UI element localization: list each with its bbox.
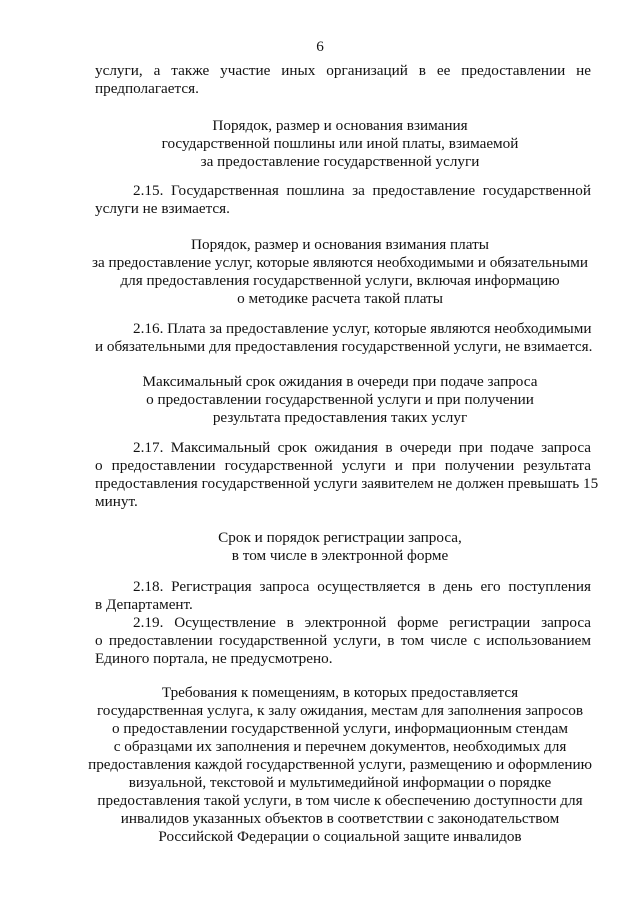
paragraph-line: услуги не взимается. — [95, 200, 230, 217]
paragraph-line: минут. — [95, 493, 138, 510]
heading-line: с образцами их заполнения и перечнем документов, необходимых для — [113, 738, 567, 755]
heading-line: Требования к помещениям, в которых предоставляется — [161, 684, 519, 701]
heading-line: инвалидов указанных объектов в соответствии с законодательством — [120, 810, 560, 827]
paragraph-line: 2.15. Государственная пошлина за предоставление государственной — [133, 182, 591, 199]
paragraph-line: Единого портала, не предусмотрено. — [95, 650, 333, 667]
heading-line: в том числе в электронной форме — [231, 547, 449, 564]
heading-line: Порядок, размер и основания взимания платы — [191, 236, 489, 253]
paragraph-line: предполагается. — [95, 80, 199, 97]
heading-line: государственной пошлины или иной платы, взимаемой — [161, 135, 519, 152]
page-number: 6 — [316, 38, 324, 55]
heading-line: за предоставление услуг, которые являются необходимыми и обязательными — [91, 254, 589, 271]
paragraph-line: о предоставлении государственной услуги и при получении результата — [95, 457, 591, 474]
paragraph-line: услуги, а также участие иных организаций в ее предоставлении не — [95, 62, 591, 79]
paragraph-line: 2.16. Плата за предоставление услуг, которые являются необходимыми — [133, 320, 592, 337]
paragraph-line: 2.17. Максимальный срок ожидания в очереди при подаче запроса — [133, 439, 591, 456]
heading-line: предоставления каждой государственной услуги, размещению и оформлению — [88, 756, 592, 773]
heading-line: визуальной, текстовой и мультимедийной информации о порядке — [128, 774, 552, 791]
heading-line: о предоставлении государственной услуги, информационным стендам — [112, 720, 568, 737]
heading-line: Срок и порядок регистрации запроса, — [218, 529, 462, 546]
heading-line: о методике расчета такой платы — [237, 290, 443, 307]
paragraph-line: 2.18. Регистрация запроса осуществляется в день его поступления — [133, 578, 591, 595]
heading-line: за предоставление государственной услуги — [200, 153, 480, 170]
paragraph-line: и обязательными для предоставления государственной услуги, не взимается. — [95, 338, 593, 355]
heading-line: о предоставлении государственной услуги и при получении — [146, 391, 534, 408]
heading-line: Российской Федерации о социальной защите инвалидов — [158, 828, 522, 845]
paragraph-line: 2.19. Осуществление в электронной форме регистрации запроса — [133, 614, 591, 631]
heading-line: для предоставления государственной услуги, включая информацию — [120, 272, 560, 289]
heading-line: Порядок, размер и основания взимания — [212, 117, 468, 134]
paragraph-line: предоставления государственной услуги заявителем не должен превышать 15 — [95, 475, 599, 492]
heading-line: Максимальный срок ожидания в очереди при подаче запроса — [142, 373, 538, 390]
paragraph-line: в Департамент. — [95, 596, 193, 613]
paragraph-line: о предоставлении государственной услуги, в том числе с использованием — [95, 632, 591, 649]
heading-line: результата предоставления таких услуг — [212, 409, 468, 426]
heading-line: предоставления такой услуги, в том числе к обеспечению доступности для — [97, 792, 583, 809]
heading-line: государственная услуга, к залу ожидания, местам для заполнения запросов — [96, 702, 584, 719]
